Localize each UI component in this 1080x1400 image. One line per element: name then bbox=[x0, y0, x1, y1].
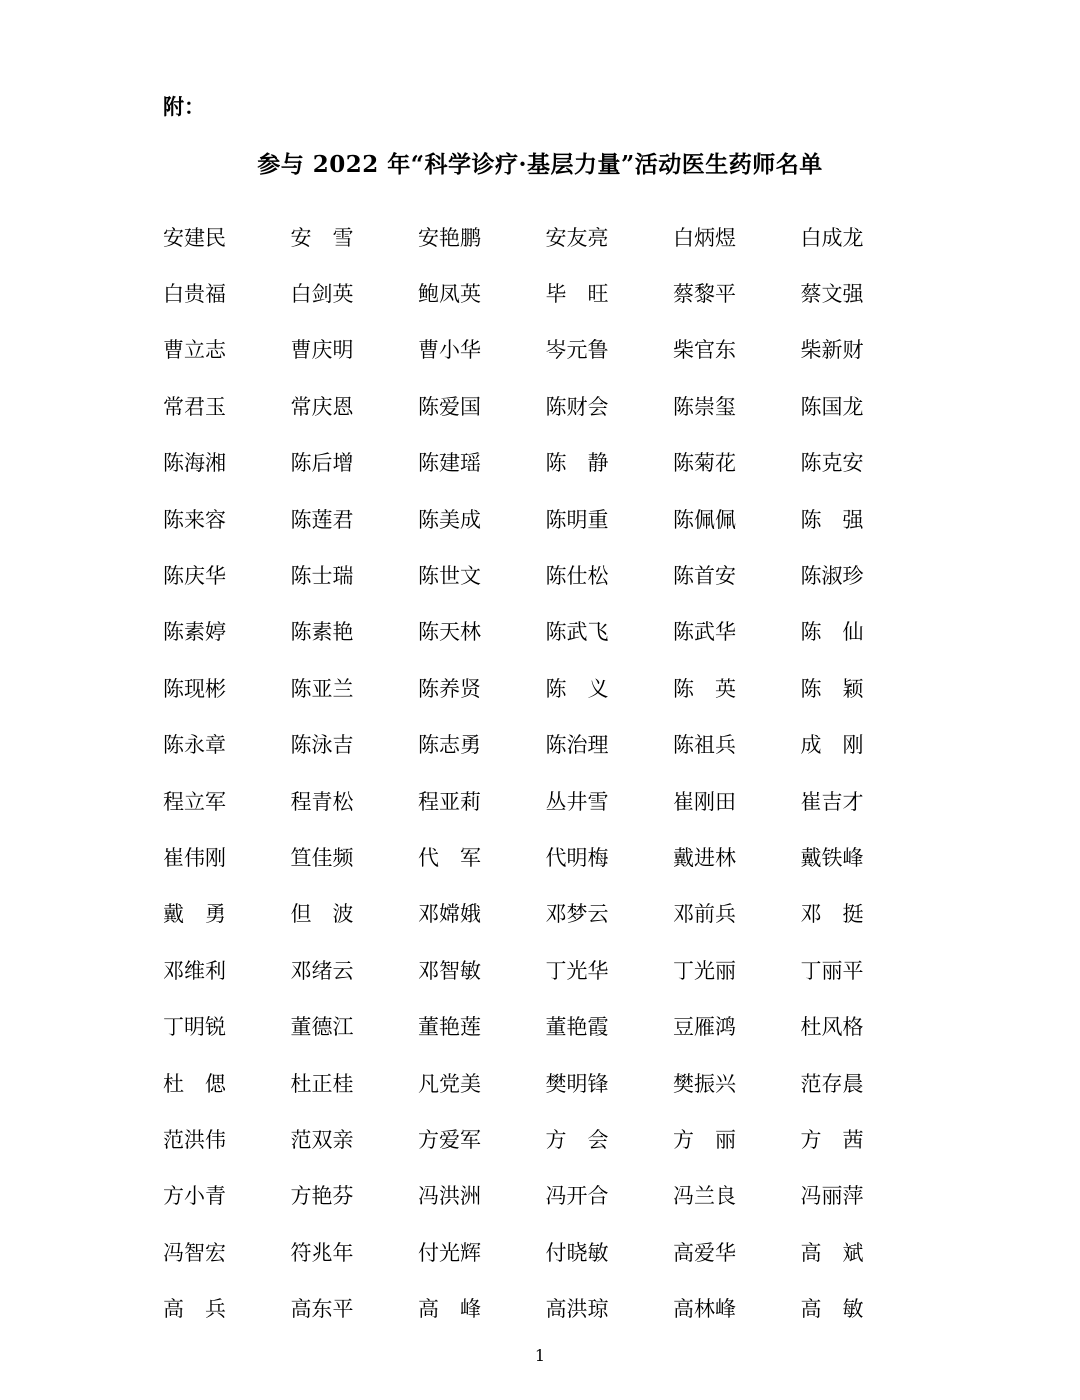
name-cell: 冯兰良 bbox=[673, 1184, 736, 1209]
name-cell: 陈菊花 bbox=[673, 451, 736, 476]
name-cell: 岑元鲁 bbox=[545, 338, 609, 363]
name-cell: 范洪伟 bbox=[163, 1127, 226, 1152]
name-cell: 陈 静 bbox=[545, 451, 609, 476]
name-cell: 丁光丽 bbox=[673, 958, 736, 983]
name-cell: 白炳煜 bbox=[673, 225, 736, 250]
names-grid bbox=[163, 210, 928, 1338]
name-cell: 程立军 bbox=[163, 789, 226, 814]
name-cell: 柴新财 bbox=[800, 338, 864, 363]
name-cell: 陈武飞 bbox=[545, 620, 609, 645]
name-cell: 杜风格 bbox=[800, 1015, 864, 1040]
name-cell: 陈佩佩 bbox=[673, 507, 736, 532]
name-cell: 陈庆华 bbox=[163, 564, 226, 589]
name-cell: 范存晨 bbox=[800, 1071, 864, 1096]
page-number: 1 bbox=[534, 1346, 546, 1365]
name-cell: 方 茜 bbox=[800, 1127, 864, 1152]
name-cell: 冯开合 bbox=[545, 1184, 609, 1209]
name-cell: 陈士瑞 bbox=[290, 564, 354, 589]
name-cell: 曹立志 bbox=[163, 338, 226, 363]
name-cell: 高 峰 bbox=[418, 1297, 481, 1322]
name-cell: 戴 勇 bbox=[163, 902, 226, 927]
name-cell: 方小青 bbox=[163, 1184, 226, 1209]
name-cell: 董德江 bbox=[290, 1015, 354, 1040]
name-cell: 陈美成 bbox=[418, 507, 481, 532]
name-cell: 崔吉才 bbox=[800, 789, 864, 814]
name-cell: 陈天林 bbox=[418, 620, 481, 645]
name-cell: 蔡文强 bbox=[800, 282, 864, 307]
name-cell: 陈 仙 bbox=[800, 620, 864, 645]
name-cell: 高爱华 bbox=[673, 1240, 736, 1265]
name-cell: 曹小华 bbox=[418, 338, 481, 363]
name-cell: 陈克安 bbox=[800, 451, 864, 476]
name-cell: 陈 义 bbox=[545, 676, 609, 701]
name-cell: 安友亮 bbox=[545, 225, 609, 250]
name-cell: 陈莲君 bbox=[290, 507, 354, 532]
name-cell: 陈养贤 bbox=[418, 676, 481, 701]
name-cell: 陈世文 bbox=[418, 564, 481, 589]
name-cell: 白贵福 bbox=[163, 282, 226, 307]
name-cell: 冯智宏 bbox=[163, 1240, 226, 1265]
name-cell: 崔刚田 bbox=[673, 789, 736, 814]
name-cell: 鲍凤英 bbox=[418, 282, 481, 307]
name-cell: 陈祖兵 bbox=[673, 733, 736, 758]
name-cell: 代明梅 bbox=[545, 845, 609, 870]
name-cell: 程亚莉 bbox=[418, 789, 481, 814]
name-cell: 付光辉 bbox=[418, 1240, 481, 1265]
name-cell: 陈淑珍 bbox=[800, 564, 864, 589]
name-cell: 樊明锋 bbox=[545, 1071, 609, 1096]
name-cell: 高洪琼 bbox=[545, 1297, 609, 1322]
name-cell: 陈爱国 bbox=[418, 394, 481, 419]
name-cell: 陈 颖 bbox=[800, 676, 864, 701]
name-cell: 陈 强 bbox=[800, 507, 864, 532]
name-cell: 蔡黎平 bbox=[673, 282, 736, 307]
name-cell: 笪佳频 bbox=[290, 845, 354, 870]
name-cell: 豆雁鸿 bbox=[673, 1015, 736, 1040]
name-cell: 陈海湘 bbox=[163, 451, 226, 476]
name-cell: 陈亚兰 bbox=[290, 676, 354, 701]
name-cell: 符兆年 bbox=[290, 1240, 354, 1265]
name-cell: 陈国龙 bbox=[800, 394, 864, 419]
name-cell: 丁明锐 bbox=[163, 1015, 226, 1040]
name-cell: 陈 英 bbox=[673, 676, 736, 701]
name-cell: 邓绪云 bbox=[290, 958, 354, 983]
name-cell: 冯丽萍 bbox=[800, 1184, 864, 1209]
name-cell: 毕 旺 bbox=[545, 282, 609, 307]
name-cell: 樊振兴 bbox=[673, 1071, 736, 1096]
name-cell: 安艳鹏 bbox=[418, 225, 481, 250]
name-cell: 范双亲 bbox=[290, 1127, 354, 1152]
name-cell: 陈仕松 bbox=[545, 564, 609, 589]
name-cell: 杜 偲 bbox=[163, 1071, 226, 1096]
name-cell: 方 会 bbox=[545, 1127, 609, 1152]
attachment-label: 附： bbox=[163, 94, 205, 119]
name-cell: 戴铁峰 bbox=[800, 845, 864, 870]
name-cell: 邓嫦娥 bbox=[418, 902, 481, 927]
name-cell: 邓前兵 bbox=[673, 902, 736, 927]
name-cell: 常君玉 bbox=[163, 394, 226, 419]
name-cell: 方爱军 bbox=[418, 1127, 481, 1152]
name-cell: 陈泳吉 bbox=[290, 733, 354, 758]
name-cell: 陈建瑶 bbox=[418, 451, 481, 476]
name-cell: 高 敏 bbox=[800, 1297, 864, 1322]
name-cell: 常庆恩 bbox=[290, 394, 354, 419]
name-cell: 丁光华 bbox=[545, 958, 609, 983]
name-cell: 陈武华 bbox=[673, 620, 736, 645]
name-cell: 陈永章 bbox=[163, 733, 226, 758]
name-cell: 陈素婷 bbox=[163, 620, 226, 645]
name-cell: 陈后增 bbox=[290, 451, 354, 476]
name-cell: 崔伟刚 bbox=[163, 845, 226, 870]
name-cell: 陈素艳 bbox=[290, 620, 354, 645]
name-cell: 安建民 bbox=[163, 225, 226, 250]
name-cell: 高东平 bbox=[290, 1297, 354, 1322]
name-cell: 丁丽平 bbox=[800, 958, 864, 983]
name-cell: 高 斌 bbox=[800, 1240, 864, 1265]
name-cell: 董艳莲 bbox=[418, 1015, 481, 1040]
name-cell: 陈首安 bbox=[673, 564, 736, 589]
name-cell: 陈明重 bbox=[545, 507, 609, 532]
name-cell: 杜正桂 bbox=[290, 1071, 354, 1096]
name-cell: 凡党美 bbox=[418, 1071, 481, 1096]
name-cell: 高林峰 bbox=[673, 1297, 736, 1322]
name-cell: 戴进林 bbox=[673, 845, 736, 870]
name-cell: 成 刚 bbox=[800, 733, 864, 758]
name-cell: 丛井雪 bbox=[545, 789, 609, 814]
name-cell: 邓维利 bbox=[163, 958, 226, 983]
name-cell: 付晓敏 bbox=[545, 1240, 609, 1265]
name-cell: 陈治理 bbox=[545, 733, 609, 758]
name-cell: 陈志勇 bbox=[418, 733, 481, 758]
name-cell: 方艳芬 bbox=[290, 1184, 354, 1209]
name-cell: 安 雪 bbox=[290, 225, 354, 250]
name-cell: 方 丽 bbox=[673, 1127, 736, 1152]
name-cell: 陈现彬 bbox=[163, 676, 226, 701]
name-cell: 曹庆明 bbox=[290, 338, 354, 363]
name-cell: 陈财会 bbox=[545, 394, 609, 419]
name-cell: 董艳霞 bbox=[545, 1015, 609, 1040]
name-cell: 陈崇玺 bbox=[673, 394, 736, 419]
name-cell: 高 兵 bbox=[163, 1297, 226, 1322]
name-cell: 但 波 bbox=[290, 902, 354, 927]
name-cell: 代 军 bbox=[418, 845, 481, 870]
name-cell: 邓 挺 bbox=[800, 902, 864, 927]
name-cell: 柴官东 bbox=[673, 338, 736, 363]
name-cell: 程青松 bbox=[290, 789, 354, 814]
name-cell: 冯洪洲 bbox=[418, 1184, 481, 1209]
document-title: 参与 2022 年“科学诊疗·基层力量”活动医生药师名单 bbox=[257, 151, 823, 178]
name-cell: 陈来容 bbox=[163, 507, 226, 532]
name-cell: 邓智敏 bbox=[418, 958, 481, 983]
name-cell: 邓梦云 bbox=[545, 902, 609, 927]
name-cell: 白成龙 bbox=[800, 225, 864, 250]
name-cell: 白剑英 bbox=[290, 282, 354, 307]
